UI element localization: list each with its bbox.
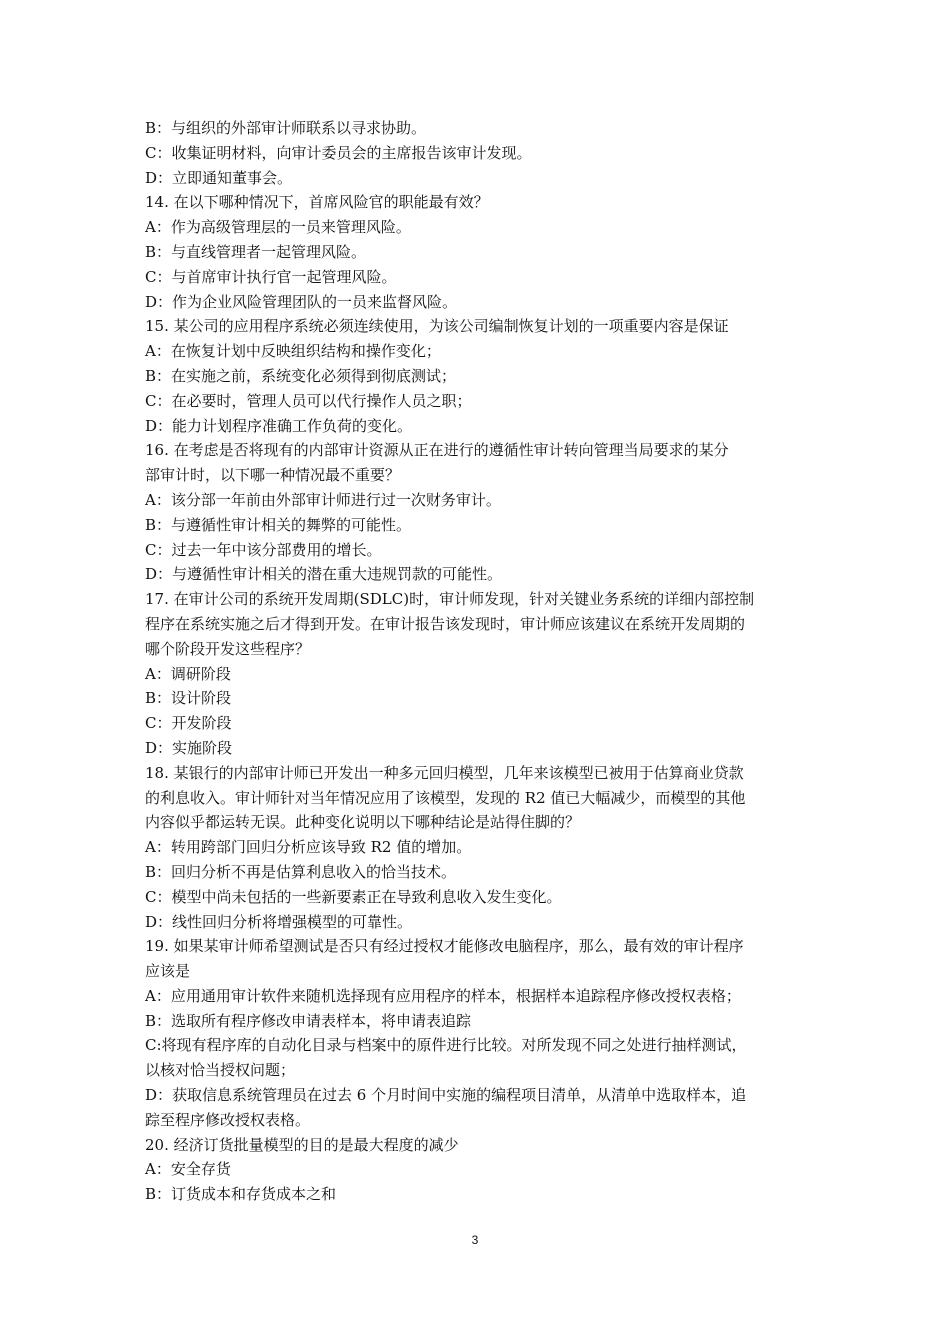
text-line: C：与首席审计执行官一起管理风险。 xyxy=(145,267,397,286)
text-line: C：过去一年中该分部费用的增长。 xyxy=(145,540,382,559)
text-line: C：在必要时，管理人员可以代行操作人员之职； xyxy=(145,391,472,410)
text-line: A：该分部一年前由外部审计师进行过一次财务审计。 xyxy=(145,490,501,509)
text-line: B：回归分析不再是估算利息收入的恰当技术。 xyxy=(145,862,457,881)
text-line: B：订货成本和存货成本之和 xyxy=(145,1185,337,1204)
text-line: D：获取信息系统管理员在过去 6 个月时间中实施的编程项目清单，从清单中选取样本，追 xyxy=(145,1086,747,1105)
text-line: A：作为高级管理层的一员来管理风险。 xyxy=(145,218,411,237)
text-line: 16. 在考虑是否将现有的内部审计资源从正在进行的遵循性审计转向管理当局要求的某分 xyxy=(145,441,729,460)
text-line: 应该是 xyxy=(145,962,191,981)
document-body xyxy=(145,116,810,1207)
text-line: A：安全存货 xyxy=(145,1160,231,1179)
text-line: D：实施阶段 xyxy=(145,738,233,757)
page-number: 3 xyxy=(471,1233,479,1247)
text-line: A：调研阶段 xyxy=(145,664,231,683)
text-line: A：应用通用审计软件来随机选择现有应用程序的样本，根据样本追踪程序修改授权表格； xyxy=(145,986,741,1005)
text-line: 19. 如果某审计师希望测试是否只有经过授权才能修改电脑程序，那么，最有效的审计程序 xyxy=(145,937,744,956)
text-line: 14. 在以下哪种情况下，首席风险官的职能最有效？ xyxy=(145,193,489,212)
text-line: D：能力计划程序准确工作负荷的变化。 xyxy=(145,416,413,435)
text-line: 部审计时，以下哪一种情况最不重要？ xyxy=(145,466,401,485)
text-line: 15. 某公司的应用程序系统必须连续使用，为该公司编制恢复计划的一项重要内容是保证 xyxy=(145,317,729,336)
text-line: 哪个阶段开发这些程序？ xyxy=(145,639,311,658)
text-line: D：与遵循性审计相关的潜在重大违规罚款的可能性。 xyxy=(145,565,503,584)
text-line: 以核对恰当授权问题； xyxy=(145,1061,296,1080)
text-line: 20. 经济订货批量模型的目的是最大程度的减少 xyxy=(145,1135,459,1154)
text-line: D：线性回归分析将增强模型的可靠性。 xyxy=(145,912,413,931)
text-line: C：模型中尚未包括的一些新要素正在导致利息收入发生变化。 xyxy=(145,887,562,906)
text-line: B：设计阶段 xyxy=(145,689,232,708)
text-line: A：在恢复计划中反映组织结构和操作变化； xyxy=(145,342,441,361)
text-line: C:将现有程序库的自动化目录与档案中的原件进行比较。对所发现不同之处进行抽样测试， xyxy=(145,1036,747,1055)
text-line: C：收集证明材料，向审计委员会的主席报告该审计发现。 xyxy=(145,143,532,162)
text-line: 17. 在审计公司的系统开发周期(SDLC)时，审计师发现，针对关键业务系统的详细内部控制 xyxy=(145,590,755,609)
text-line: B：与遵循性审计相关的舞弊的可能性。 xyxy=(145,515,412,534)
text-line: B：与直线管理者一起管理风险。 xyxy=(145,242,367,261)
text-line: D：立即通知董事会。 xyxy=(145,168,293,187)
text-line: D：作为企业风险管理团队的一员来监督风险。 xyxy=(145,292,458,311)
text-line: B：与组织的外部审计师联系以寻求协助。 xyxy=(145,119,427,137)
text-line: 程序在系统实施之后才得到开发。在审计报告该发现时，审计师应该建议在系统开发周期的 xyxy=(145,614,746,633)
text-line: 踪至程序修改授权表格。 xyxy=(145,1110,311,1129)
text-line: C：开发阶段 xyxy=(145,714,232,733)
text-line: 的利息收入。审计师针对当年情况应用了该模型，发现的 R2 值已大幅减少，而模型的其他 xyxy=(145,788,746,807)
text-line: 18. 某银行的内部审计师已开发出一种多元回归模型，几年来该模型已被用于估算商业贷款 xyxy=(145,763,744,782)
text-line: B：在实施之前，系统变化必须得到彻底测试； xyxy=(145,366,457,385)
text-line: 内容似乎都运转无误。此种变化说明以下哪种结论是站得住脚的？ xyxy=(145,813,581,832)
text-line: B：选取所有程序修改申请表样本，将申请表追踪 xyxy=(145,1011,472,1030)
text-line: A：转用跨部门回归分析应该导致 R2 值的增加。 xyxy=(145,838,472,857)
